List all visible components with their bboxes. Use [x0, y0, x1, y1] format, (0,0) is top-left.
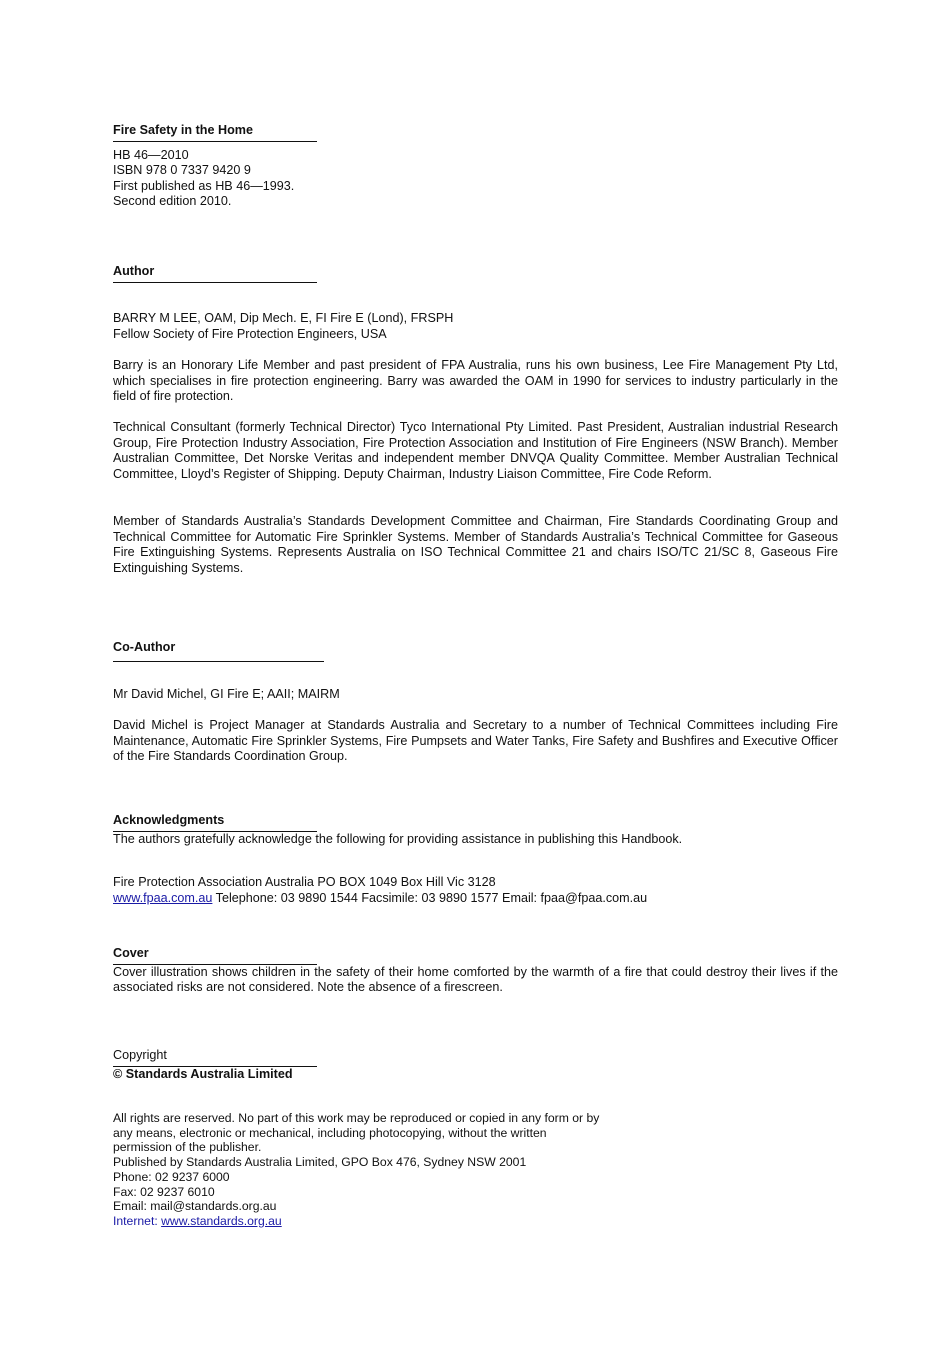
fpaa-contact	[113, 875, 838, 906]
publisher-address: Published by Standards Australia Limited, GPO Box 476, Sydney NSW 2001	[113, 1155, 527, 1170]
author-paragraph-1: Barry is an Honorary Life Member and past president of FPA Australia, runs his own business, Lee Fire Management Pty Ltd, which specialises in fire protection engineering. Barry was awarded the OAM in 1990 for services to industry particularly in the field of fire protection.	[113, 358, 838, 404]
heading-rule	[113, 141, 317, 142]
coauthor-section	[113, 640, 838, 662]
author-fellowship: Fellow Society of Fire Protection Engineers, USA	[113, 326, 387, 341]
rights-line: permission of the publisher.	[113, 1140, 262, 1155]
fpaa-contact-line	[113, 891, 838, 907]
title-section	[113, 123, 838, 210]
cover-paragraph: Cover illustration shows children in the safety of their home comforted by the warmth of a fire that could destroy their lives if the associated risks are not considered. Note the absence of a firescreen.	[113, 964, 838, 995]
publisher-internet-line	[113, 1214, 838, 1229]
cover-section	[113, 946, 838, 996]
heading-rule	[113, 282, 317, 283]
document-page	[113, 0, 838, 1345]
first-published: First published as HB 46—1993.	[113, 178, 295, 193]
isbn: ISBN 978 0 7337 9420 9	[113, 163, 251, 178]
author-paragraph-3: Member of Standards Australia’s Standards Development Committee and Chairman, Fire Standards Coordinating Group and Technical Committee for Automatic Fire Sprinkler Systems. Member of Standards Australia’s Technical Committee for Gaseous Fire Extinguishing Systems. Represents Australia on ISO Technical Committee 21 and chairs ISO/TC 21/SC 8, Gaseous Fire Extinguishing Systems.	[113, 514, 838, 575]
author-credentials	[113, 311, 838, 342]
acknowledgments-section	[113, 813, 838, 847]
heading-rule	[113, 661, 324, 662]
fpaa-website-link[interactable]: www.fpaa.com.au	[113, 890, 213, 905]
title-heading: Fire Safety in the Home	[113, 123, 253, 137]
fpaa-address: Fire Protection Association Australia PO BOX 1049 Box Hill Vic 3128	[113, 875, 496, 889]
publication-number: HB 46—2010	[113, 147, 189, 162]
coauthor-paragraph: David Michel is Project Manager at Standards Australia and Secretary to a number of Technical Committees including Fire Maintenance, Automatic Fire Sprinkler Systems, Fire Pumpsets and Water Tanks, Fire Safety and Bushfires and Executive Officer of the Fire Standards Coordination Group.	[113, 718, 838, 764]
rights-line: any means, electronic or mechanical, including photocopying, without the written	[113, 1125, 547, 1140]
cover-heading: Cover	[113, 946, 149, 960]
edition: Second edition 2010.	[113, 194, 232, 209]
coauthor-heading: Co-Author	[113, 640, 176, 654]
publisher-fax: Fax: 02 9237 6010	[113, 1184, 215, 1199]
acknowledgments-heading: Acknowledgments	[113, 813, 225, 827]
fpaa-phone-fax-email: Telephone: 03 9890 1544 Facsimile: 03 9890 1577 Email: fpaa@fpaa.com.au	[212, 890, 648, 905]
copyright-holder: © Standards Australia Limited	[113, 1066, 293, 1081]
standards-website-link[interactable]: www.standards.org.au	[161, 1213, 282, 1228]
copyright-heading: Copyright	[113, 1048, 167, 1062]
author-name: BARRY M LEE, OAM, Dip Mech. E, FI Fire E (Lond), FRSPH	[113, 311, 454, 325]
coauthor-name: Mr David Michel, GI Fire E; AAII; MAIRM	[113, 687, 340, 701]
copyright-section	[113, 1048, 838, 1082]
publisher-phone: Phone: 02 9237 6000	[113, 1169, 230, 1184]
rights-line: All rights are reserved. No part of this work may be reproduced or copied in any form or by	[113, 1111, 600, 1125]
acknowledgments-paragraph: The authors gratefully acknowledge the following for providing assistance in publishing this Handbook.	[113, 831, 683, 846]
author-paragraph-2: Technical Consultant (formerly Technical Director) Tyco International Pty Limited. Past President, Australian industrial Research Group, Fire Protection Industry Association, Fire Protection Association and Institution of Fire Engineers (NSW Branch). Member Australian Committee, Det Norske Veritas and independent member DNVQA Quality Committee. Member Australian Technical Committee, Lloyd’s Register of Shipping. Deputy Chairman, Industry Liaison Committee, Fire Code Reform.	[113, 420, 838, 481]
internet-label: Internet:	[113, 1213, 162, 1228]
author-section	[113, 264, 838, 283]
copyright-details	[113, 1111, 838, 1229]
author-heading: Author	[113, 264, 155, 278]
publisher-email: Email: mail@standards.org.au	[113, 1199, 277, 1214]
